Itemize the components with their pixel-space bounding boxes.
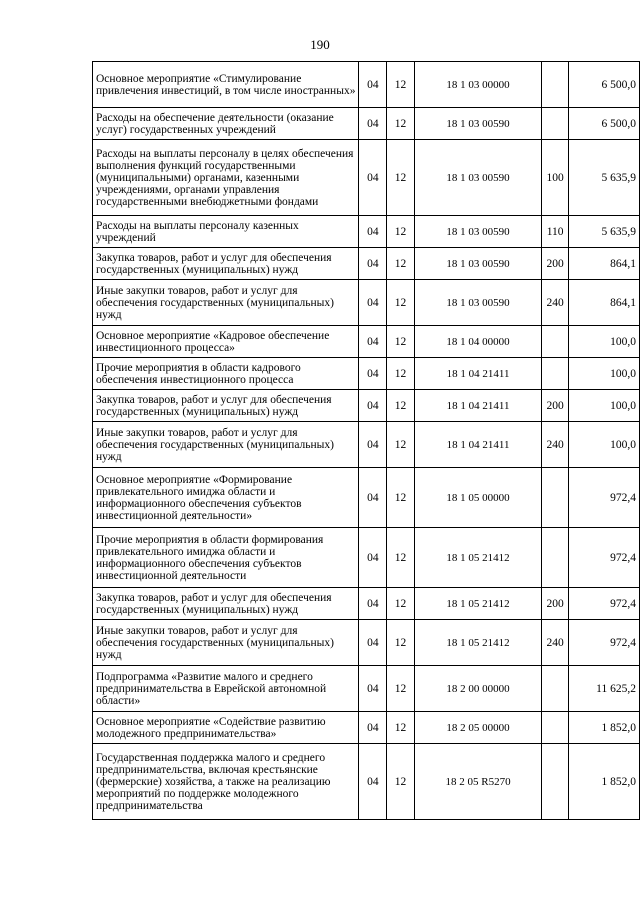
row-expense-type bbox=[542, 712, 569, 744]
row-name: Закупка товаров, работ и услуг для обеспечения государственных (муниципальных) нужд bbox=[93, 248, 359, 280]
table-row bbox=[93, 62, 640, 108]
table-row bbox=[93, 468, 640, 528]
row-expense-type: 200 bbox=[542, 248, 569, 280]
row-expense-type bbox=[542, 62, 569, 108]
row-sum: 100,0 bbox=[569, 326, 640, 358]
row-target-code: 18 1 03 00590 bbox=[414, 248, 541, 280]
row-section: 04 bbox=[359, 62, 387, 108]
row-expense-type bbox=[542, 468, 569, 528]
table-row bbox=[93, 422, 640, 468]
table-row bbox=[93, 744, 640, 820]
row-subsection: 12 bbox=[387, 528, 415, 588]
row-section: 04 bbox=[359, 712, 387, 744]
row-expense-type: 100 bbox=[542, 140, 569, 216]
row-sum: 864,1 bbox=[569, 248, 640, 280]
row-target-code: 18 1 05 21412 bbox=[414, 528, 541, 588]
row-name: Иные закупки товаров, работ и услуг для обеспечения государственных (муниципальных) нужд bbox=[93, 422, 359, 468]
row-sum: 11 625,2 bbox=[569, 666, 640, 712]
row-subsection: 12 bbox=[387, 744, 415, 820]
row-subsection: 12 bbox=[387, 108, 415, 140]
row-target-code: 18 1 03 00590 bbox=[414, 216, 541, 248]
row-expense-type: 200 bbox=[542, 588, 569, 620]
row-name: Основное мероприятие «Содействие развитию молодежного предпринимательства» bbox=[93, 712, 359, 744]
row-name: Расходы на обеспечение деятельности (оказание услуг) государственных учреждений bbox=[93, 108, 359, 140]
row-name: Основное мероприятие «Стимулирование привлечения инвестиций, в том числе иностранных» bbox=[93, 62, 359, 108]
row-name: Основное мероприятие «Кадровое обеспечение инвестиционного процесса» bbox=[93, 326, 359, 358]
row-subsection: 12 bbox=[387, 390, 415, 422]
row-target-code: 18 2 05 R5270 bbox=[414, 744, 541, 820]
row-target-code: 18 1 05 21412 bbox=[414, 620, 541, 666]
row-section: 04 bbox=[359, 528, 387, 588]
row-expense-type: 110 bbox=[542, 216, 569, 248]
row-expense-type bbox=[542, 666, 569, 712]
row-target-code: 18 1 03 00000 bbox=[414, 62, 541, 108]
row-sum: 100,0 bbox=[569, 358, 640, 390]
row-name: Иные закупки товаров, работ и услуг для обеспечения государственных (муниципальных) нужд bbox=[93, 620, 359, 666]
row-sum: 6 500,0 bbox=[569, 108, 640, 140]
row-section: 04 bbox=[359, 358, 387, 390]
row-section: 04 bbox=[359, 744, 387, 820]
row-expense-type bbox=[542, 326, 569, 358]
row-expense-type bbox=[542, 358, 569, 390]
table-row bbox=[93, 358, 640, 390]
row-subsection: 12 bbox=[387, 422, 415, 468]
row-sum: 1 852,0 bbox=[569, 712, 640, 744]
row-expense-type bbox=[542, 528, 569, 588]
row-section: 04 bbox=[359, 588, 387, 620]
row-target-code: 18 1 05 00000 bbox=[414, 468, 541, 528]
row-name: Иные закупки товаров, работ и услуг для обеспечения государственных (муниципальных) нужд bbox=[93, 280, 359, 326]
row-expense-type bbox=[542, 108, 569, 140]
row-section: 04 bbox=[359, 390, 387, 422]
row-target-code: 18 2 00 00000 bbox=[414, 666, 541, 712]
row-sum: 972,4 bbox=[569, 620, 640, 666]
row-sum: 1 852,0 bbox=[569, 744, 640, 820]
row-subsection: 12 bbox=[387, 62, 415, 108]
table-row bbox=[93, 666, 640, 712]
row-subsection: 12 bbox=[387, 468, 415, 528]
row-section: 04 bbox=[359, 108, 387, 140]
row-subsection: 12 bbox=[387, 280, 415, 326]
row-target-code: 18 1 04 21411 bbox=[414, 390, 541, 422]
row-name: Расходы на выплаты персоналу в целях обеспечения выполнения функций государственными (муниципальными) органами, казенными учреждениями, органами управления государственными внебюджетными фондами bbox=[93, 140, 359, 216]
row-target-code: 18 2 05 00000 bbox=[414, 712, 541, 744]
row-subsection: 12 bbox=[387, 588, 415, 620]
row-name: Закупка товаров, работ и услуг для обеспечения государственных (муниципальных) нужд bbox=[93, 390, 359, 422]
row-name: Подпрограмма «Развитие малого и среднего предпринимательства в Еврейской автономной области» bbox=[93, 666, 359, 712]
row-sum: 5 635,9 bbox=[569, 140, 640, 216]
table-row bbox=[93, 528, 640, 588]
table-row bbox=[93, 326, 640, 358]
table-row bbox=[93, 588, 640, 620]
row-subsection: 12 bbox=[387, 712, 415, 744]
table-row bbox=[93, 620, 640, 666]
row-expense-type: 240 bbox=[542, 422, 569, 468]
row-section: 04 bbox=[359, 140, 387, 216]
row-section: 04 bbox=[359, 216, 387, 248]
row-expense-type bbox=[542, 744, 569, 820]
row-section: 04 bbox=[359, 666, 387, 712]
row-sum: 5 635,9 bbox=[569, 216, 640, 248]
row-expense-type: 240 bbox=[542, 620, 569, 666]
row-subsection: 12 bbox=[387, 326, 415, 358]
row-target-code: 18 1 04 00000 bbox=[414, 326, 541, 358]
row-subsection: 12 bbox=[387, 620, 415, 666]
row-sum: 972,4 bbox=[569, 468, 640, 528]
table-row bbox=[93, 108, 640, 140]
row-subsection: 12 bbox=[387, 216, 415, 248]
table-row bbox=[93, 140, 640, 216]
row-sum: 972,4 bbox=[569, 588, 640, 620]
row-section: 04 bbox=[359, 248, 387, 280]
row-section: 04 bbox=[359, 326, 387, 358]
table-row bbox=[93, 280, 640, 326]
row-section: 04 bbox=[359, 280, 387, 326]
row-target-code: 18 1 03 00590 bbox=[414, 140, 541, 216]
row-sum: 100,0 bbox=[569, 422, 640, 468]
row-target-code: 18 1 04 21411 bbox=[414, 422, 541, 468]
row-sum: 864,1 bbox=[569, 280, 640, 326]
table-row bbox=[93, 216, 640, 248]
row-section: 04 bbox=[359, 620, 387, 666]
row-target-code: 18 1 05 21412 bbox=[414, 588, 541, 620]
row-name: Основное мероприятие «Формирование привлекательного имиджа области и информационного обеспечения субъектов инвестиционной деятельности» bbox=[93, 468, 359, 528]
table-row bbox=[93, 390, 640, 422]
row-sum: 100,0 bbox=[569, 390, 640, 422]
row-expense-type: 240 bbox=[542, 280, 569, 326]
row-name: Государственная поддержка малого и среднего предпринимательства, включая крестьянские (фермерские) хозяйства, а также на реализацию мероприятий по поддержке молодежного предпринимательства bbox=[93, 744, 359, 820]
budget-table bbox=[92, 61, 640, 820]
row-subsection: 12 bbox=[387, 248, 415, 280]
row-expense-type: 200 bbox=[542, 390, 569, 422]
row-name: Закупка товаров, работ и услуг для обеспечения государственных (муниципальных) нужд bbox=[93, 588, 359, 620]
row-name: Прочие мероприятия в области формирования привлекательного имиджа области и информационного обеспечения субъектов инвестиционной деятельности bbox=[93, 528, 359, 588]
row-target-code: 18 1 03 00590 bbox=[414, 280, 541, 326]
row-sum: 6 500,0 bbox=[569, 62, 640, 108]
row-subsection: 12 bbox=[387, 666, 415, 712]
page-number: 190 bbox=[310, 37, 330, 52]
row-name: Прочие мероприятия в области кадрового обеспечения инвестиционного процесса bbox=[93, 358, 359, 390]
table-row bbox=[93, 248, 640, 280]
row-target-code: 18 1 04 21411 bbox=[414, 358, 541, 390]
row-section: 04 bbox=[359, 422, 387, 468]
row-name: Расходы на выплаты персоналу казенных учреждений bbox=[93, 216, 359, 248]
row-sum: 972,4 bbox=[569, 528, 640, 588]
table-row bbox=[93, 712, 640, 744]
row-subsection: 12 bbox=[387, 358, 415, 390]
row-subsection: 12 bbox=[387, 140, 415, 216]
row-section: 04 bbox=[359, 468, 387, 528]
row-target-code: 18 1 03 00590 bbox=[414, 108, 541, 140]
